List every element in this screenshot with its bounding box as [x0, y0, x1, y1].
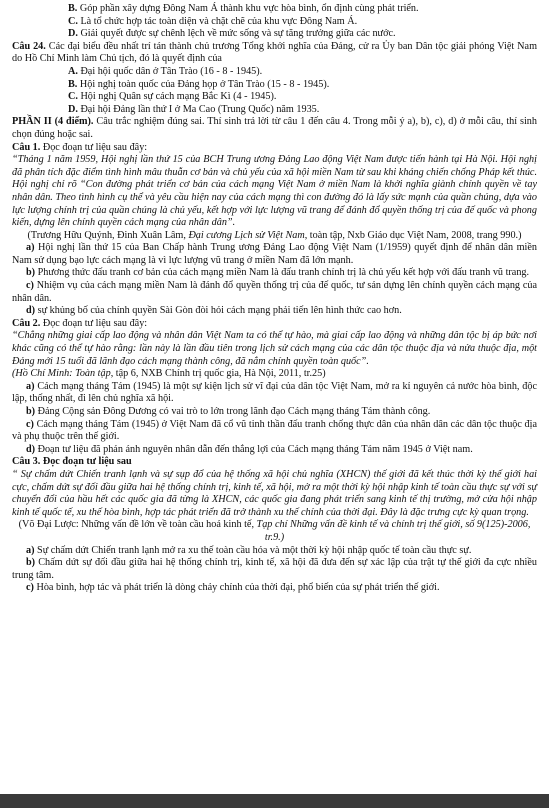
q24-option-a: A. Đại hội quốc dân ở Tân Trào (16 - 8 - 1945).: [68, 65, 263, 77]
q24-option-d: D. Đại hội Đảng lần thứ I ở Ma Cao (Trung Quốc) năm 1935.: [68, 103, 320, 115]
c2-statement-a: a) Cách mạng tháng Tám (1945) là một sự kiện lịch sử vĩ đại của dân tộc Việt Nam, mở ra kỉ nguyên cả nước hòa bình, độc lập, thống nhất, đi lên chủ nghĩa xã hội.: [12, 380, 537, 405]
c2-statement-d: d) Đoạn tư liệu đã phản ánh nguyên nhân dẫn đến thắng lợi của Cách mạng tháng Tám năm 1945 ở Việt nam.: [26, 443, 473, 455]
c2-source: (Hồ Chí Minh: Toàn tập, tập 6, NXB Chính trị quốc gia, Hà Nội, 2011, tr.25): [12, 368, 326, 380]
q23-option-c: C. Là tổ chức hợp tác toàn diện và chặt chẽ của khu vực Đông Nam Á.: [68, 15, 358, 27]
q24-option-b: B. Hội nghị toàn quốc của Đảng họp ở Tân Trào (15 - 8 - 1945).: [68, 78, 330, 90]
c1-statement-b: b) Phương thức đấu tranh cơ bản của cách mạng miền Nam là đấu tranh chính trị là chủ yếu kết hợp với đấu tranh vũ trang.: [26, 267, 530, 279]
c1-source: (Trương Hữu Quýnh, Đinh Xuân Lâm, Đại cương Lịch sử Việt Nam, toàn tập, Nxb Giáo dục Việt Nam, 2008, trang 990.): [27, 229, 522, 241]
c1-statement-d: d) sự khủng bố của chính quyền Sài Gòn đòi hỏi cách mạng phải tiến lên hình thức cao hơn.: [26, 305, 402, 317]
q23-option-b: B. Góp phần xây dựng Đông Nam Á thành khu vực hòa bình, ổn định cùng phát triển.: [68, 3, 419, 14]
c2-heading: Câu 2. Đọc đoạn tư liệu sau đây:: [12, 317, 148, 329]
c3-statement-a: a) Sự chấm dứt Chiến tranh lạnh mở ra xu thế toàn cầu hóa và một thời kỳ hội nhập quốc tế toàn cầu thực sự.: [26, 544, 472, 556]
q23-option-d: D. Giải quyết được sự chênh lệch về mức sống và sự tăng trưởng giữa các nước.: [68, 28, 396, 40]
c3-source: (Võ Đại Lược: Những vấn đề lớn về toàn cầu hoá kinh tế, Tạp chí Những vấn đề kinh tế và chính trị thế giới, số 9(125)-2006, tr.9.): [18, 519, 531, 543]
q24-stem: Câu 24. Các đại biểu đều nhất trí tán thành chủ trương Tổng khởi nghĩa của Đảng, cử ra Ủy ban Dân tộc giải phóng Việt Nam do Hồ Chí Minh làm Chủ tịch, đó là quyết định của: [12, 40, 537, 65]
c1-quote: “Tháng 1 năm 1959, Hội nghị lần thứ 15 của BCH Trung ương Đảng Lao động Việt Nam được tiến hành tại Hà Nội. Hội nghị đã phân tích đặc điểm tình hình mâu thuẫn cơ bản và chủ yếu của xã hội miền Nam từ sau khi kháng chiến chống Pháp kết thúc. Hội nghị chỉ rõ “Con đường phát triển cơ bản của cách mạng Việt Nam ở miền Nam là khởi nghĩa giành chính quyền về tay nhân dân. Theo tình hình cụ thể và yêu cầu hiện nay của cách mạng thì con đường đó là lấy sức mạnh của quần chúng, dựa vào lực lượng chính trị của quần chúng là chủ yếu, kết hợp với lực lượng vũ trang để đánh đổ quyền thống trị của đế quốc và phong kiến, dựng lên chính quyền cách mạng của nhân dân”.: [12, 154, 537, 229]
c2-quote: “Chẳng những giai cấp lao động và nhân dân Việt Nam ta có thể tự hào, mà giai cấp lao động và những dân tộc bị áp bức nơi khác cũng có thể tự hào rằng: lần này là lần đầu tiên trong lịch sử cách mạng của các dân tộc thuộc địa và nửa thuộc địa, một Đảng mới 15 tuổi đã lãnh đạo cách mạng thành công, đã nắm chính quyền toàn quốc”.: [12, 330, 537, 367]
c1-heading: Câu 1. Đọc đoạn tư liệu sau đây:: [12, 141, 148, 153]
c3-heading: Câu 3. Đọc đoạn tư liệu sau: [12, 456, 132, 468]
c2-statement-b: b) Đảng Cộng sản Đông Dương có vai trò to lớn trong lãnh đạo Cách mạng tháng Tám thành công.: [26, 406, 431, 417]
c1-statement-c: c) Nhiệm vụ của cách mạng miền Nam là đánh đổ quyền thống trị của đế quốc, tư sản dựng lên chính quyền cách mạng của nhân dân.: [12, 280, 537, 304]
c2-statement-c: c) Cách mạng tháng Tám (1945) ở Việt Nam đã cổ vũ tinh thần đấu tranh chống thực dân của nhân dân các dân tộc thuộc địa và phụ thuộc trên thế giới.: [12, 418, 537, 443]
c3-quote: “ Sự chấm dứt Chiến tranh lạnh và sự sụp đổ của hệ thống xã hội chủ nghĩa (XHCN) thế giới đã kết thúc thời kỳ thế giới hai cực, chấm dứt sự đối đầu giữa hai hệ thống chính trị, kinh tế, xã hội, mở ra một thời kỳ hội nhập kinh tế toàn cầu thực sự với sự chuyển đổi của hầu hết các quốc gia đã từng là XHCN, các quốc gia đang phát triển sang kinh tế thị trường, mở cửa hội nhập kinh tế quốc tế, xu thế hòa bình, hợp tác phát triển đã trở thành xu thế chính của thời đại. Đây là đặc trưng cực kỳ quan trọng.: [12, 468, 537, 518]
part2-heading: PHẦN II (4 điểm). Câu trắc nghiệm đúng sai. Thí sinh trả lời từ câu 1 đến câu 4. Trong mỗi ý a), b), c), d) ở mỗi câu, thí sinh chọn đúng hoặc sai.: [12, 116, 537, 140]
c1-statement-a: a) Hội nghị lần thứ 15 của Ban Chấp hành Trung ương Đảng Lao động Việt Nam (1/1959) quyết định để nhân dân miền Nam sử dụng bạo lực cách mạng là vì lực lượng vũ trang ở miền Nam đã lớn mạnh.: [12, 242, 537, 266]
c3-statement-b: b) Chấm dứt sự đối đầu giữa hai hệ thống chính trị, kinh tế, xã hội đã đưa đến sự xác lập của trật tự thế giới đa cực nhiều trung tâm.: [12, 557, 537, 581]
q24-option-c: C. Hội nghị Quân sự cách mạng Bắc Kì (4 - 1945).: [68, 91, 277, 103]
c3-statement-c: c) Hòa bình, hợp tác và phát triển là dòng chảy chính của thời đại, phổ biến của sự phát triển thế giới.: [26, 582, 440, 594]
viewer-background: [0, 794, 549, 808]
